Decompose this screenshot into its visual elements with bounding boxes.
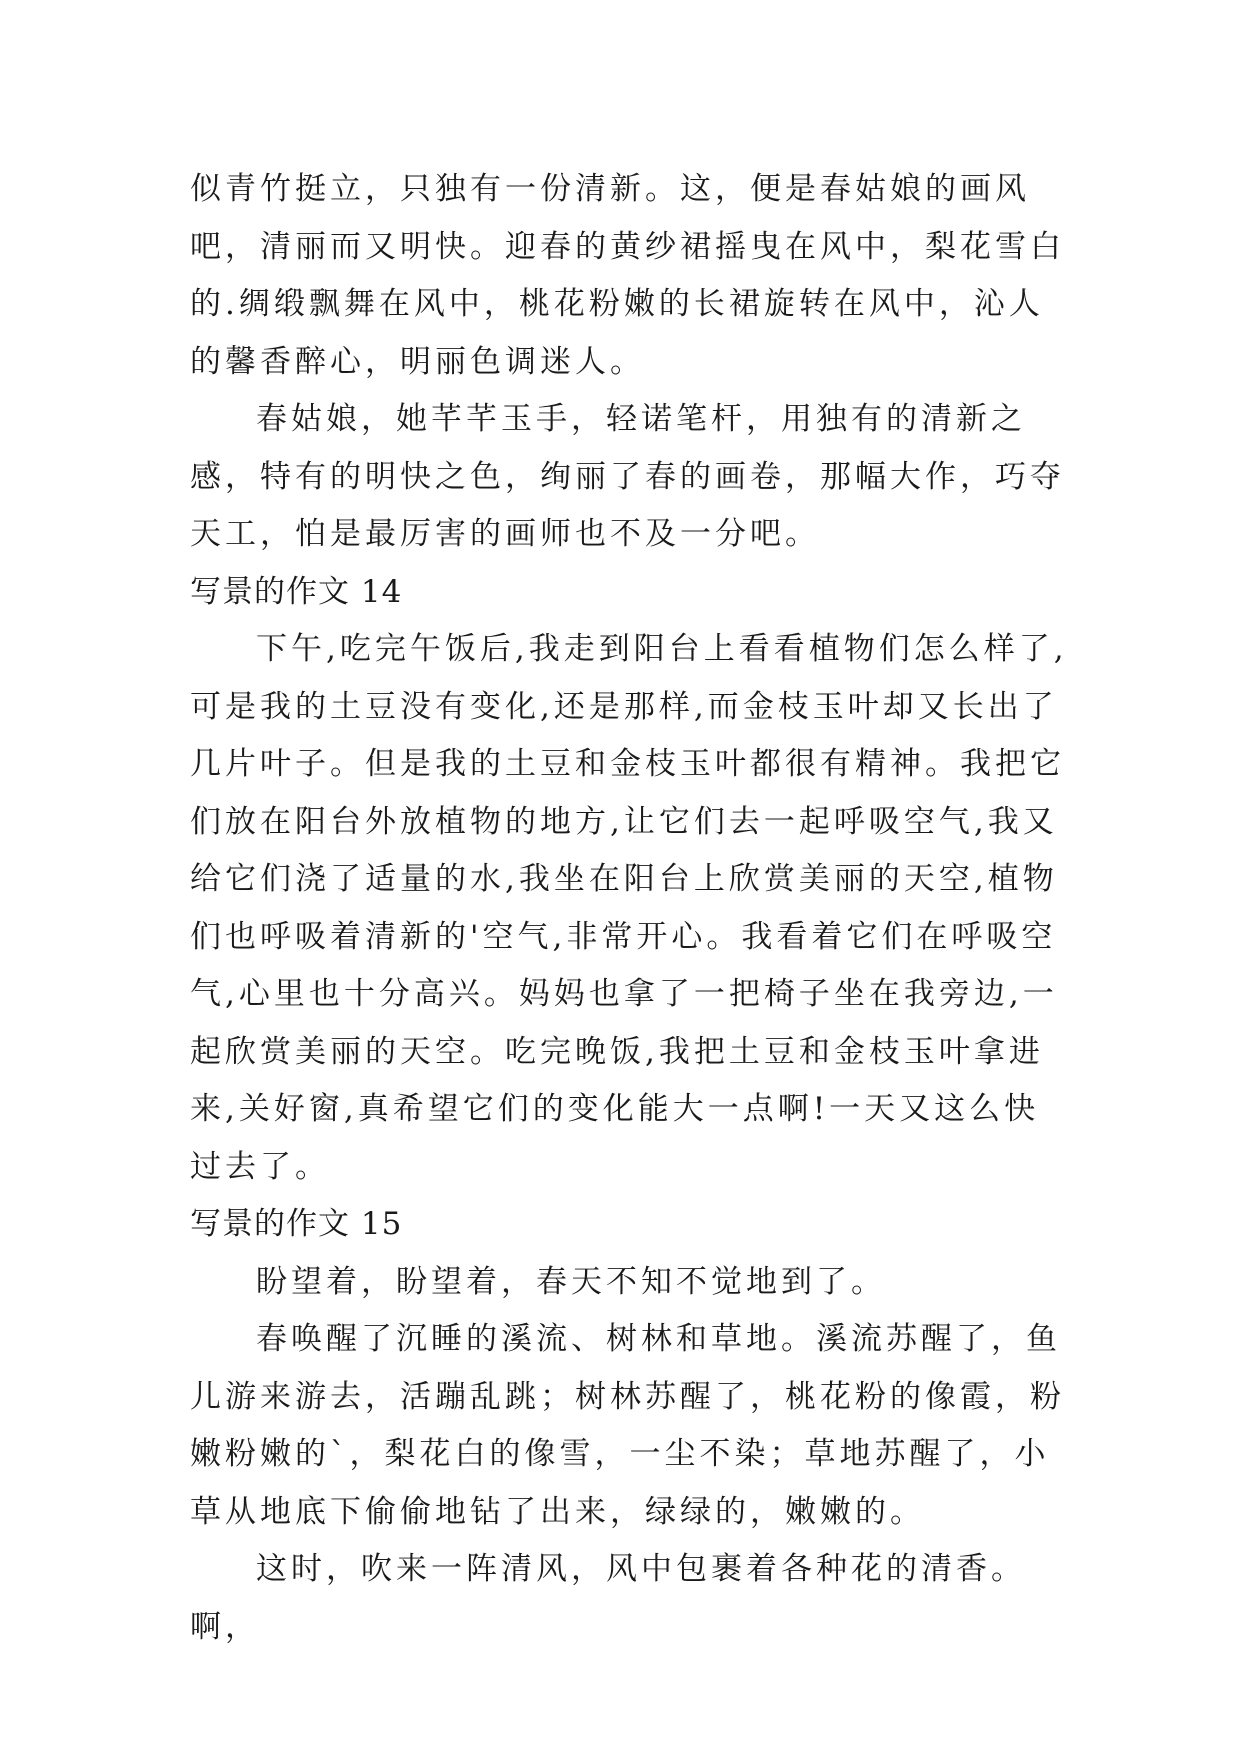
paragraph: 似青竹挺立，只独有一份清新。这，便是春姑娘的画风吧，清丽而又明快。迎春的黄纱裙摇曳在风中，梨花雪白的.绸缎飘舞在风中，桃花粉嫩的长裙旋转在风中，沁人的馨香醉心，明丽色调迷人。 bbox=[190, 171, 1065, 380]
paragraph: 春姑娘，她芊芊玉手，轻诺笔杆，用独有的清新之感，特有的明快之色，绚丽了春的画卷，那幅大作，巧夺天工，怕是最厉害的画师也不及一分吧。 bbox=[190, 401, 1065, 552]
paragraph: 下午,吃完午饭后,我走到阳台上看看植物们怎么样了,可是我的土豆没有变化,还是那样,而金枝玉叶却又长出了几片叶子。但是我的土豆和金枝玉叶都很有精神。我把它们放在阳台外放植物的地方,让它们去一起呼吸空气,我又给它们浇了适量的水,我坐在阳台上欣赏美丽的天空,植物们也呼吸着清新的'空气,非常开心。我看着它们在呼吸空气,心里也十分高兴。妈妈也拿了一把椅子坐在我旁边,一起欣赏美丽的天空。吃完晚饭,我把土豆和金枝玉叶拿进来,关好窗,真希望它们的变化能大一点啊!一天又这么快过去了。 bbox=[190, 631, 1068, 1185]
paragraph: 盼望着，盼望着，春天不知不觉地到了。 bbox=[256, 1263, 886, 1300]
paragraph: 这时，吹来一阵清风，风中包裹着各种花的清香。啊， bbox=[190, 1551, 1026, 1645]
section-heading: 写景的作文 14 bbox=[190, 573, 403, 610]
paragraph: 春唤醒了沉睡的溪流、树林和草地。溪流苏醒了，鱼儿游来游去，活蹦乱跳；树林苏醒了，桃花粉的像霞，粉嫩粉嫩的`，梨花白的像雪，一尘不染；草地苏醒了，小草从地底下偷偷地钻了出来，绿绿的，嫩嫩的。 bbox=[190, 1321, 1065, 1530]
section-heading: 写景的作文 15 bbox=[190, 1206, 403, 1242]
document-body bbox=[190, 161, 1070, 1656]
